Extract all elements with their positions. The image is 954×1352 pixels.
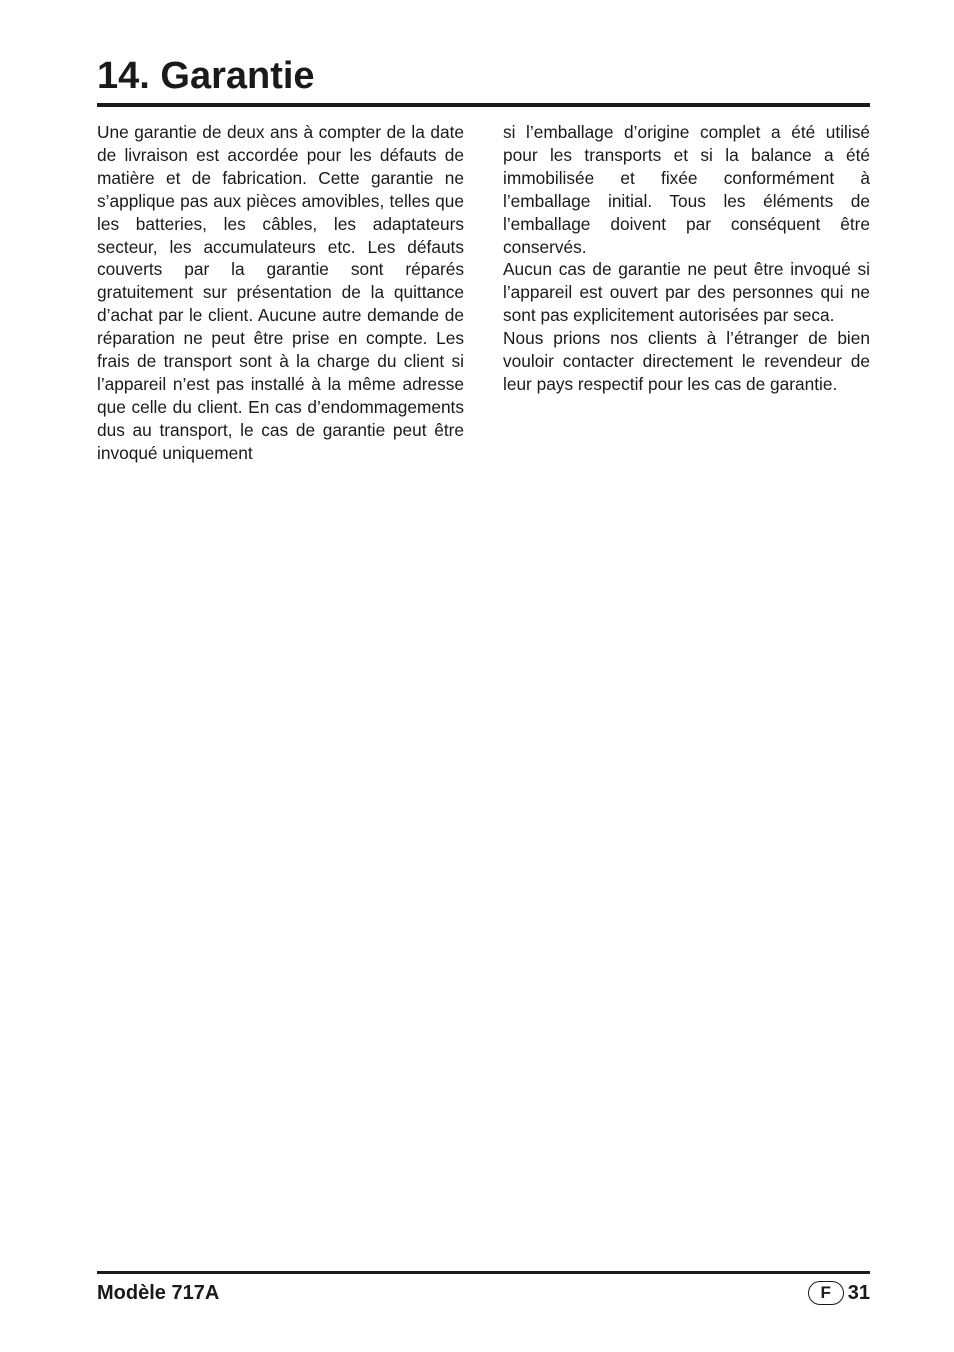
right-column [503, 121, 870, 396]
footer-divider [97, 1271, 870, 1274]
left-column [97, 121, 464, 465]
footer-model-name: Modèle 717A [97, 1282, 220, 1304]
footer-page-info [808, 1280, 870, 1306]
title-divider [97, 103, 870, 107]
page-number: 31 [847, 1282, 870, 1304]
page-title: 14. Garantie [97, 55, 315, 97]
warranty-paragraph-3: Aucun cas de garantie ne peut être invoqué si l’appareil est ouvert par des personnes qui ne sont pas explicitement autorisées par seca. [503, 259, 870, 326]
warranty-paragraph-2: si l’emballage d’origine complet a été utilisé pour les transports et si la balance a été immobilisée et fixée conformément à l’emballage initial. Tous les éléments de l’emballage doivent par conséquent être conservés. [503, 122, 870, 257]
language-badge: F [808, 1281, 844, 1305]
warranty-paragraph-1: Une garantie de deux ans à compter de la date de livraison est accordée pour les défauts de matière et de fabrication. Cette garantie ne s’applique pas aux pièces amovibles, telles que les batteries, les câbles, les adaptateurs secteur, les accumulateurs etc. Les défauts couverts par la garantie sont réparés gratuitement sur présentation de la quittance d’achat par le client. Aucune autre demande de réparation ne peut être prise en compte. Les frais de transport sont à la charge du client si l’appareil n’est pas installé à la même adresse que celle du client. En cas d’endommagements dus au transport, le cas de garantie peut être invoqué uniquement [97, 122, 464, 463]
warranty-paragraph-4: Nous prions nos clients à l’étranger de bien vouloir contacter directement le revendeur de leur pays respectif pour les cas de garantie. [503, 328, 870, 394]
